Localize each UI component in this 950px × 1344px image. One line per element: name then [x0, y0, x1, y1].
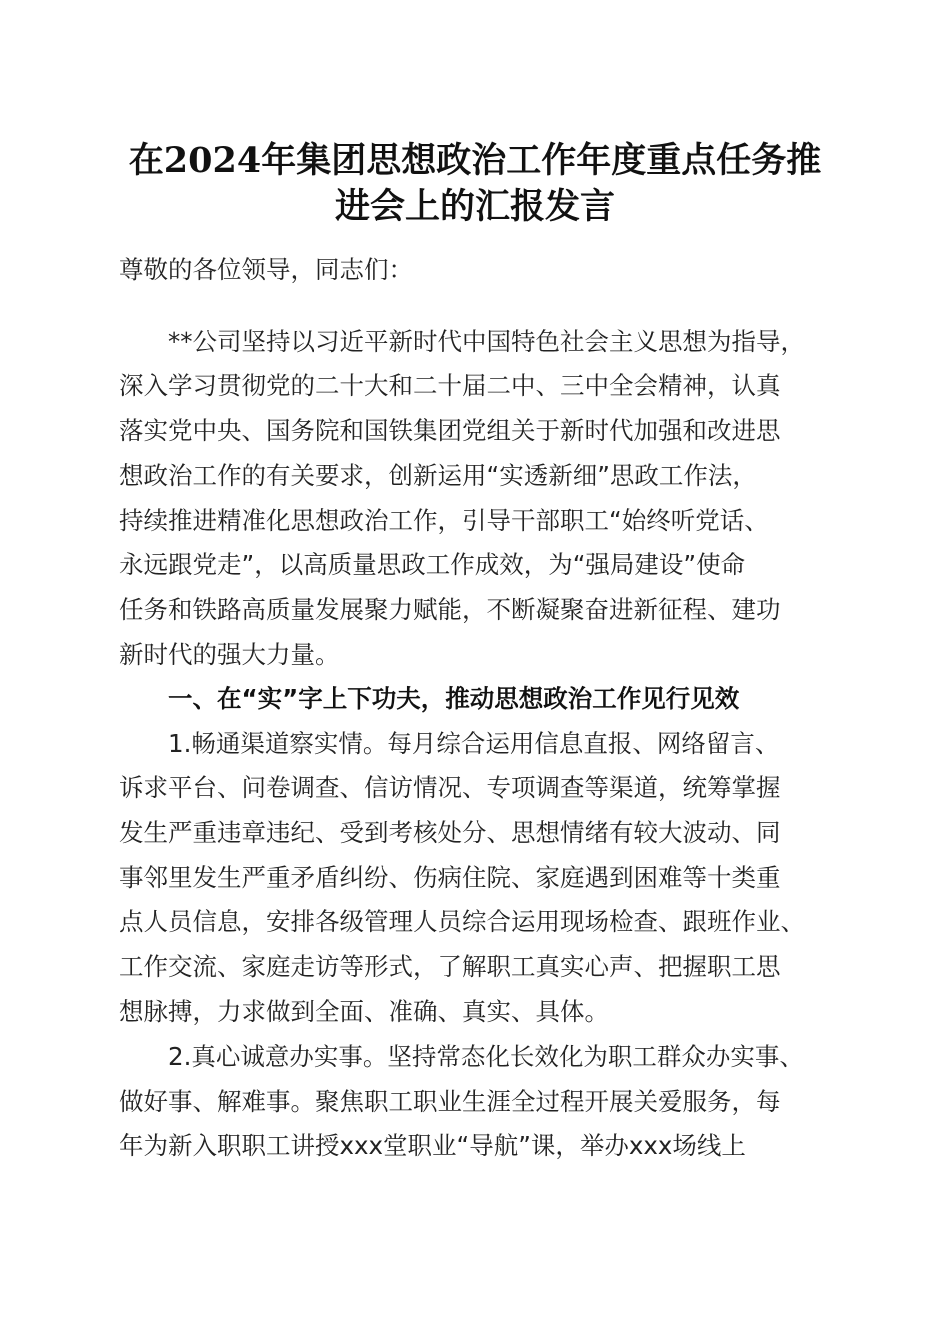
document-title-line-2: 进会上的汇报发言 — [334, 186, 615, 227]
item-1-line: 工作交流、家庭走访等形式，了解职工真实心声、把握职工思 — [119, 952, 781, 981]
intro-line: 任务和铁路高质量发展聚力赋能，不断凝聚奋进新征程、建功 — [119, 595, 781, 624]
section-heading: 一、在“实”字上下功夫，推动思想政治工作见行见效 — [168, 684, 740, 713]
item-1-line: 事邻里发生严重矛盾纠纷、伤病住院、家庭遇到困难等十类重 — [119, 863, 781, 892]
intro-line: 深入学习贯彻党的二十大和二十届二中、三中全会精神，认真 — [119, 371, 781, 400]
intro-line: 想政治工作的有关要求，创新运用“实透新细”思政工作法， — [119, 461, 757, 490]
document-title-line-1: 在2024年集团思想政治工作年度重点任务推 — [128, 140, 822, 181]
intro-line: **公司坚持以习近平新时代中国特色社会主义思想为指导， — [168, 327, 805, 356]
salutation: 尊敬的各位领导，同志们： — [119, 255, 413, 284]
item-1-line: 发生严重违章违纪、受到考核处分、思想情绪有较大波动、同 — [119, 818, 781, 847]
intro-line: 新时代的强大力量。 — [119, 640, 340, 669]
item-1-line: 诉求平台、问卷调查、信访情况、专项调查等渠道，统筹掌握 — [119, 773, 781, 802]
item-2-line: 2.真心诚意办实事。坚持常态化长效化为职工群众办实事、 — [168, 1042, 804, 1071]
intro-line: 永远跟党走”，以高质量思政工作成效，为“强局建设”使命 — [119, 550, 746, 579]
intro-line: 落实党中央、国务院和国铁集团党组关于新时代加强和改进思 — [119, 416, 781, 445]
item-1-line: 点人员信息，安排各级管理人员综合运用现场检查、跟班作业、 — [119, 907, 805, 936]
item-1-line: 想脉搏，力求做到全面、准确、真实、具体。 — [119, 997, 609, 1026]
item-2-line: 年为新入职职工讲授xxx堂职业“导航”课，举办xxx场线上 — [119, 1131, 746, 1160]
item-2-line: 做好事、解难事。聚焦职工职业生涯全过程开展关爱服务，每 — [119, 1087, 781, 1116]
item-1-line: 1.畅通渠道察实情。每月综合运用信息直报、网络留言、 — [168, 729, 780, 758]
intro-line: 持续推进精准化思想政治工作，引导干部职工“始终听党话、 — [119, 506, 769, 535]
